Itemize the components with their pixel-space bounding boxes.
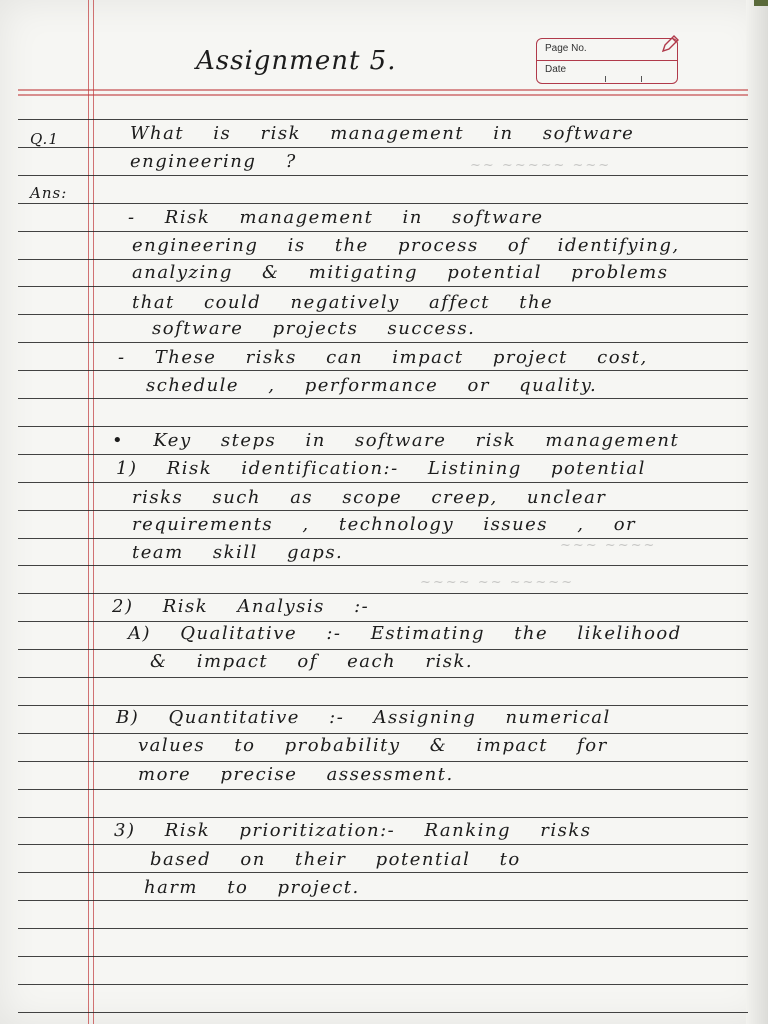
ruled-line [18, 649, 748, 650]
answer-label: Ans: [30, 184, 68, 202]
ruled-line [18, 314, 748, 315]
answer-line: 1) Risk identification:- Listining potential [116, 458, 646, 479]
header-band-bottom [18, 94, 748, 96]
answer-line: - These risks can impact project cost, [118, 347, 648, 368]
ruled-line [18, 565, 748, 566]
ruled-line [18, 342, 748, 343]
ruled-line [18, 454, 748, 455]
ruled-line [18, 286, 748, 287]
question-line: What is risk management in software [130, 123, 635, 144]
ruled-line [18, 956, 748, 957]
show-through-marks: ~~~ ~~~~ [560, 538, 657, 553]
page-box-divider [537, 60, 677, 61]
ruled-line [18, 231, 748, 232]
answer-line: - Risk management in software [128, 207, 544, 228]
answer-line: B) Quantitative :- Assigning numerical [116, 707, 611, 728]
ruled-line [18, 426, 748, 427]
question-line: engineering ? [130, 151, 297, 172]
ruled-line [18, 593, 748, 594]
ruled-line [18, 203, 748, 204]
corner-mark [754, 0, 768, 6]
ruled-line [18, 900, 748, 901]
ruled-line [18, 817, 748, 818]
answer-line: engineering is the process of identifying, [132, 235, 680, 256]
ruled-line [18, 510, 748, 511]
pen-icon [660, 34, 680, 54]
ruled-line [18, 984, 748, 985]
date-label: Date [545, 64, 567, 75]
margin-line-right [93, 0, 94, 1024]
page-no-label: Page No. [545, 43, 587, 54]
page-date-box [536, 38, 678, 84]
ruled-line [18, 259, 748, 260]
answer-line: 3) Risk prioritization:- Ranking risks [114, 820, 592, 841]
answer-line: A) Qualitative :- Estimating the likelihood [128, 623, 682, 644]
answer-line: team skill gaps. [132, 542, 344, 563]
assignment-title: Assignment 5. [196, 46, 397, 76]
question-label: Q.1 [30, 130, 59, 148]
ruled-line [18, 761, 748, 762]
answer-line: more precise assessment. [138, 764, 454, 785]
ruled-line [18, 677, 748, 678]
ruled-line [18, 844, 748, 845]
ruled-line [18, 482, 748, 483]
ruled-line [18, 872, 748, 873]
show-through-marks: ~~ ~~~~~ ~~~ [470, 158, 612, 173]
answer-line: software projects success. [152, 318, 476, 339]
ruled-line [18, 733, 748, 734]
answer-line: based on their potential to [150, 849, 521, 870]
answer-line: values to probability & impact for [138, 735, 608, 756]
ruled-line [18, 147, 748, 148]
answer-line: that could negatively affect the [132, 292, 554, 313]
answer-line: schedule , performance or quality. [146, 375, 598, 396]
ruled-line [18, 928, 748, 929]
answer-line: risks such as scope creep, unclear [132, 487, 607, 508]
date-tick [641, 76, 642, 82]
answer-line: & impact of each risk. [150, 651, 474, 672]
header-band-top [18, 89, 748, 91]
ruled-line [18, 1012, 748, 1013]
page-edge-shadow [746, 0, 768, 1024]
answer-line: requirements , technology issues , or [132, 514, 637, 535]
ruled-line [18, 119, 748, 120]
date-tick [605, 76, 606, 82]
ruled-line [18, 789, 748, 790]
ruled-line [18, 705, 748, 706]
answer-line: • Key steps in software risk management [112, 430, 680, 451]
ruled-line [18, 398, 748, 399]
ruled-line [18, 370, 748, 371]
show-through-marks: ~~~~ ~~ ~~~~~ [420, 575, 575, 590]
answer-line: harm to project. [144, 877, 360, 898]
answer-line: 2) Risk Analysis :- [112, 596, 370, 617]
answer-line: analyzing & mitigating potential problems [132, 262, 669, 283]
margin-line-left [88, 0, 89, 1024]
ruled-line [18, 175, 748, 176]
ruled-line [18, 621, 748, 622]
